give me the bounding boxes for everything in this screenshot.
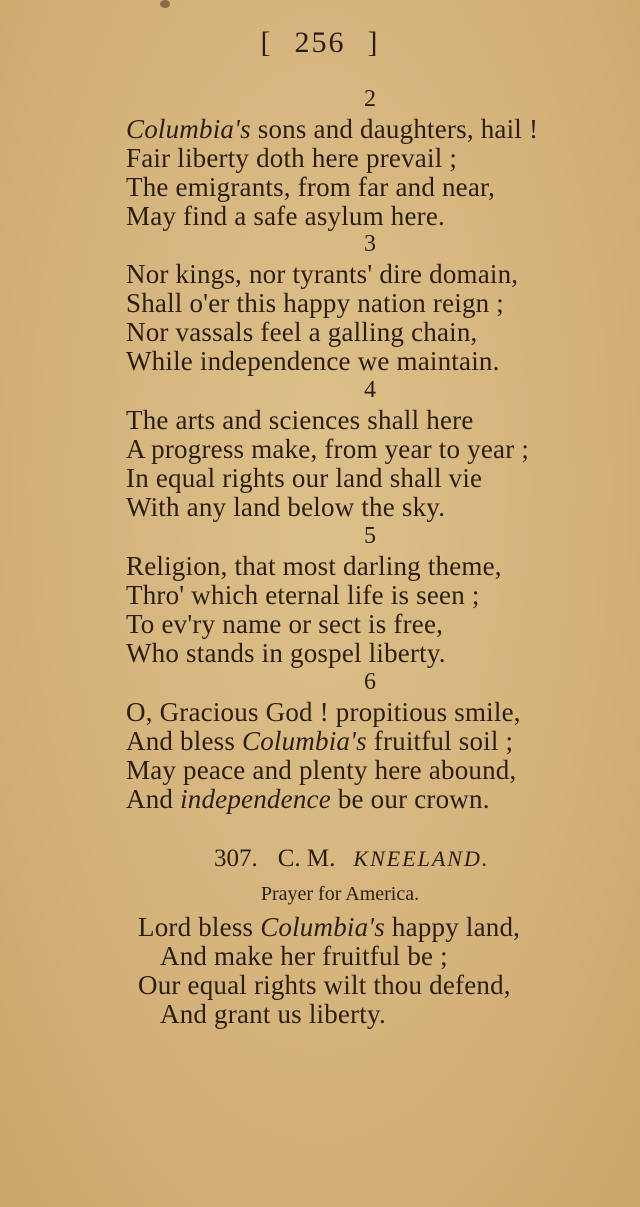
verse-line: With any land below the sky.: [126, 492, 446, 522]
hymn-number: 307.: [214, 845, 258, 872]
verse-number: 2: [364, 86, 376, 112]
page-header: [0, 26, 640, 60]
bracket-open: [: [260, 26, 273, 59]
hymn-heading: [214, 845, 489, 873]
verse-line: The emigrants, from far and near,: [126, 172, 496, 202]
verse-line: And bless Columbia's fruitful soil ;: [126, 726, 514, 756]
verse-line: To ev'ry name or sect is free,: [126, 609, 444, 639]
verse-line: May peace and plenty here abound,: [126, 755, 517, 785]
verse-line: May find a safe asylum here.: [126, 201, 445, 231]
hymn-line: Our equal rights wilt thou defend,: [138, 970, 511, 1000]
verse-line: O, Gracious God ! propitious smile,: [126, 697, 521, 727]
verse-line: In equal rights our land shall vie: [126, 463, 483, 493]
verse-line: Religion, that most darling theme,: [126, 551, 502, 581]
verse-line: Nor kings, nor tyrants' dire domain,: [126, 259, 519, 289]
page-number: 256: [294, 26, 346, 59]
verse-line: While independence we maintain.: [126, 346, 500, 376]
verse-number: 5: [364, 523, 376, 549]
verse-line: And independence be our crown.: [126, 784, 490, 814]
verse-number: 4: [364, 377, 376, 403]
verse-line: The arts and sciences shall here: [126, 405, 474, 435]
ink-stain: [160, 0, 170, 8]
hymn-meter: C. M.: [277, 845, 336, 872]
hymn-tune: KNEELAND.: [353, 846, 490, 871]
hymn-subtitle: Prayer for America.: [260, 883, 420, 905]
verse-line: Fair liberty doth here prevail ;: [126, 143, 458, 173]
verse-number: 3: [364, 231, 376, 257]
verse-line: A progress make, from year to year ;: [126, 434, 530, 464]
verse-line: Nor vassals feel a galling chain,: [126, 317, 478, 347]
verse-line: Thro' which eternal life is seen ;: [126, 580, 480, 610]
hymn-line: And grant us liberty.: [160, 999, 386, 1029]
verse-number: 6: [364, 669, 376, 695]
verse-line: Shall o'er this happy nation reign ;: [126, 288, 505, 318]
bracket-close: ]: [367, 26, 380, 59]
hymn-line: And make her fruitful be ;: [160, 941, 448, 971]
hymn-line: Lord bless Columbia's happy land,: [138, 912, 521, 942]
verse-line: Columbia's sons and daughters, hail !: [126, 114, 539, 144]
verse-line: Who stands in gospel liberty.: [126, 638, 446, 668]
